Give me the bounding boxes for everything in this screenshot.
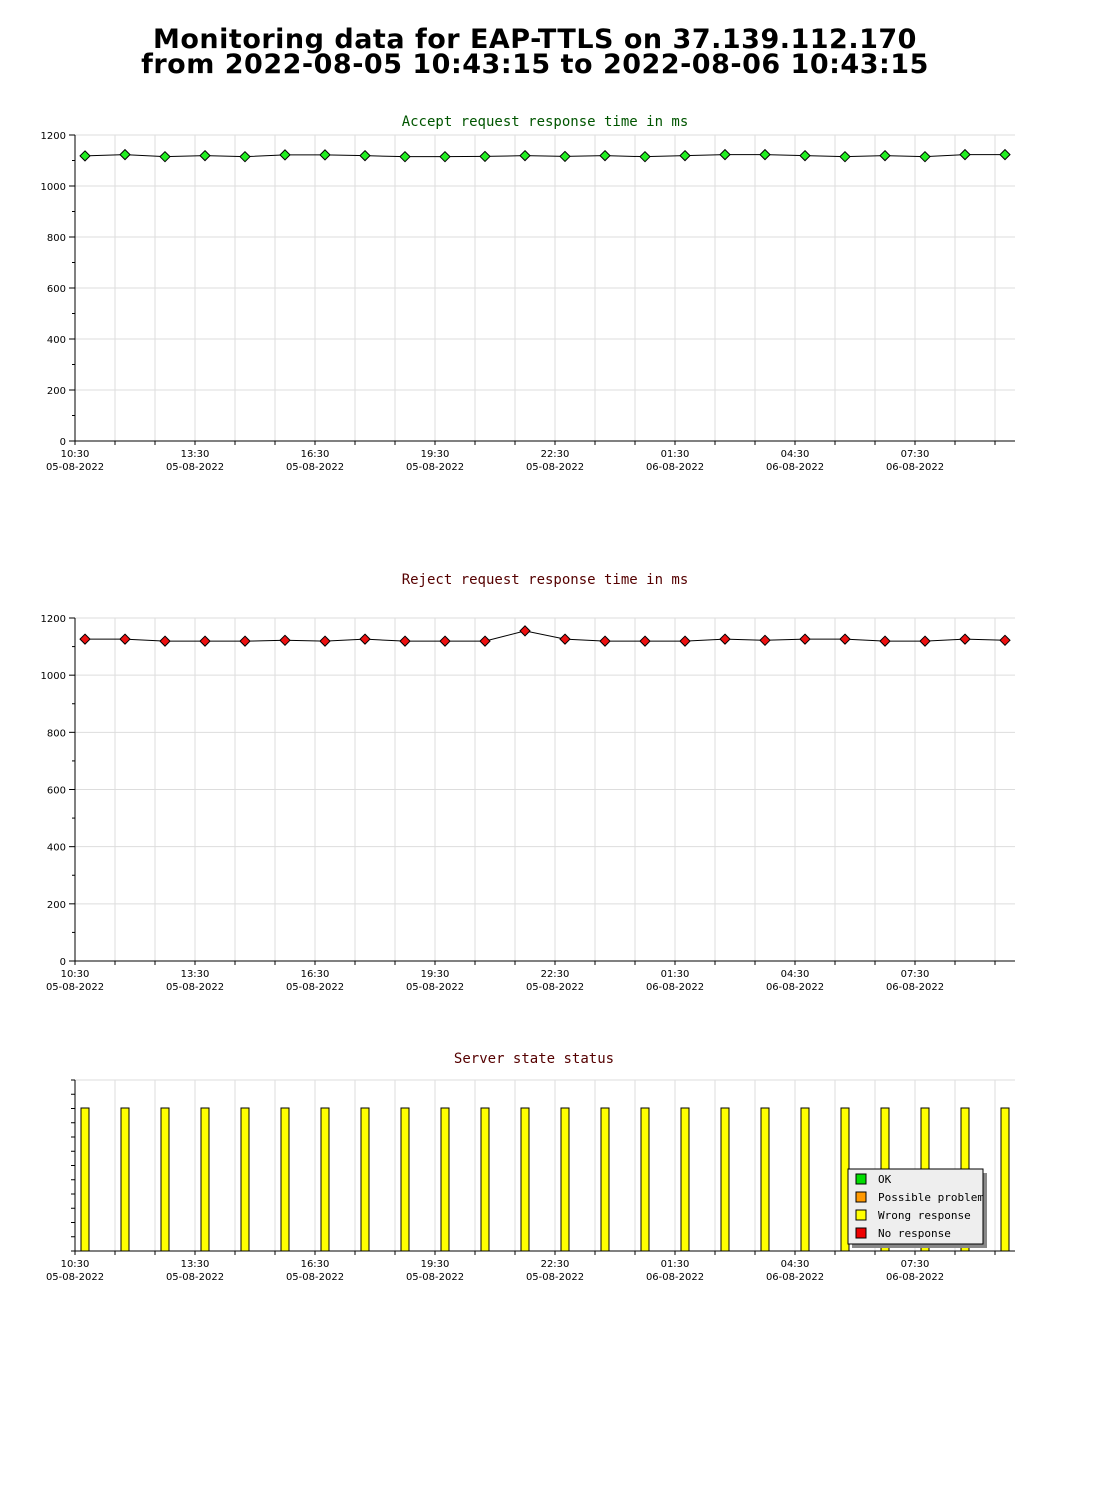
data-point: [1000, 150, 1010, 160]
legend-label: No response: [878, 1227, 951, 1240]
data-point: [400, 636, 410, 646]
data-point: [720, 634, 730, 644]
data-point: [640, 636, 650, 646]
legend-label: OK: [878, 1173, 892, 1186]
x-tick-label-date: 05-08-2022: [405, 462, 465, 473]
x-tick-label-time: 22:30: [540, 969, 570, 980]
data-point: [80, 151, 90, 161]
status-bar: [121, 1108, 129, 1251]
legend-swatch: [856, 1210, 866, 1220]
data-point: [880, 151, 890, 161]
data-point: [480, 151, 490, 161]
data-point: [600, 636, 610, 646]
data-point: [120, 634, 130, 644]
data-point: [880, 636, 890, 646]
x-tick-label-time: 04:30: [780, 449, 810, 460]
y-tick-label: 1200: [40, 614, 66, 625]
status-bar: [361, 1108, 369, 1251]
x-tick-label-time: 10:30: [60, 449, 90, 460]
data-point: [600, 151, 610, 161]
status-bar: [601, 1108, 609, 1251]
status-bar: [481, 1108, 489, 1251]
data-point: [960, 150, 970, 160]
status-bar: [281, 1108, 289, 1251]
status-bar: [401, 1108, 409, 1251]
data-point: [160, 636, 170, 646]
data-point: [960, 634, 970, 644]
data-point: [680, 636, 690, 646]
data-point: [80, 634, 90, 644]
page-title-line-1: Monitoring data for EAP-TTLS on 37.139.112.170: [153, 24, 917, 55]
chart-title: Accept request response time in ms: [401, 114, 689, 130]
x-tick-label-time: 01:30: [660, 969, 690, 980]
status-bar: [201, 1108, 209, 1251]
status-bar: [441, 1108, 449, 1251]
x-tick-label-time: 19:30: [420, 1259, 450, 1270]
legend-swatch: [856, 1174, 866, 1184]
x-tick-label-date: 05-08-2022: [525, 982, 585, 993]
y-tick-label: 0: [59, 957, 66, 968]
status-bar: [721, 1108, 729, 1251]
x-tick-label-time: 07:30: [900, 1259, 930, 1270]
data-point: [280, 635, 290, 645]
x-tick-label-time: 07:30: [900, 449, 930, 460]
data-point: [640, 152, 650, 162]
data-point: [720, 150, 730, 160]
x-tick-label-date: 05-08-2022: [45, 982, 105, 993]
x-tick-label-date: 06-08-2022: [765, 982, 825, 993]
legend-swatch: [856, 1228, 866, 1238]
chart-title: Server state status: [453, 1051, 615, 1067]
data-point: [520, 626, 530, 636]
data-point: [320, 636, 330, 646]
x-tick-label-date: 05-08-2022: [285, 982, 345, 993]
page-title-line-2: from 2022-08-05 10:43:15 to 2022-08-06 10:43:15: [141, 49, 929, 80]
data-point: [680, 151, 690, 161]
x-tick-label-date: 06-08-2022: [885, 982, 945, 993]
data-point: [480, 636, 490, 646]
x-tick-label-time: 10:30: [60, 969, 90, 980]
data-point: [360, 634, 370, 644]
data-point: [240, 152, 250, 162]
data-point: [760, 150, 770, 160]
status-bar: [161, 1108, 169, 1251]
status-bar: [641, 1108, 649, 1251]
x-tick-label-date: 06-08-2022: [645, 462, 705, 473]
status-bar: [81, 1108, 89, 1251]
series-line: [85, 155, 1005, 157]
x-tick-label-time: 04:30: [780, 1259, 810, 1270]
y-tick-label: 400: [46, 842, 66, 854]
data-point: [360, 151, 370, 161]
status-bar: [241, 1108, 249, 1251]
x-tick-label-time: 13:30: [180, 969, 210, 980]
data-point: [760, 635, 770, 645]
x-tick-label-date: 05-08-2022: [165, 462, 225, 473]
data-point: [840, 152, 850, 162]
status-bar: [761, 1108, 769, 1251]
data-point: [560, 151, 570, 161]
x-tick-label-date: 05-08-2022: [525, 1272, 585, 1283]
x-tick-label-date: 06-08-2022: [885, 1272, 945, 1283]
data-point: [800, 634, 810, 644]
status-bar: [801, 1108, 809, 1251]
status-bar: [681, 1108, 689, 1251]
data-point: [120, 150, 130, 160]
y-tick-label: 1000: [40, 671, 66, 683]
x-tick-label-date: 05-08-2022: [285, 462, 345, 473]
y-tick-label: 600: [46, 284, 66, 295]
y-tick-label: 800: [46, 728, 66, 740]
x-tick-label-date: 06-08-2022: [765, 462, 825, 473]
data-point: [800, 151, 810, 161]
x-tick-label-time: 19:30: [420, 449, 450, 460]
x-tick-label-date: 05-08-2022: [45, 462, 105, 473]
x-tick-label-time: 07:30: [900, 969, 930, 980]
y-tick-label: 0: [59, 437, 66, 448]
x-tick-label-time: 01:30: [660, 1259, 690, 1270]
y-tick-label: 200: [46, 386, 66, 397]
legend-swatch: [856, 1192, 866, 1202]
x-tick-label-date: 05-08-2022: [405, 1272, 465, 1283]
x-tick-label-time: 16:30: [300, 969, 330, 980]
x-tick-label-date: 05-08-2022: [165, 1272, 225, 1283]
y-tick-label: 1200: [40, 131, 66, 142]
data-point: [440, 152, 450, 162]
legend-label: Possible problem: [878, 1191, 984, 1204]
x-tick-label-time: 10:30: [60, 1259, 90, 1270]
x-tick-label-date: 05-08-2022: [525, 462, 585, 473]
y-tick-label: 400: [46, 335, 66, 346]
x-tick-label-time: 22:30: [540, 1259, 570, 1270]
x-tick-label-date: 05-08-2022: [165, 982, 225, 993]
x-tick-label-time: 19:30: [420, 969, 450, 980]
y-tick-label: 1000: [40, 182, 66, 193]
data-point: [840, 634, 850, 644]
status-bar: [561, 1108, 569, 1251]
data-point: [200, 636, 210, 646]
x-tick-label-date: 06-08-2022: [645, 1272, 705, 1283]
x-tick-label-time: 01:30: [660, 449, 690, 460]
y-tick-label: 800: [46, 233, 66, 244]
data-point: [320, 150, 330, 160]
y-tick-label: 600: [46, 785, 66, 797]
x-tick-label-date: 05-08-2022: [45, 1272, 105, 1283]
data-point: [400, 152, 410, 162]
data-point: [560, 634, 570, 644]
x-tick-label-date: 06-08-2022: [885, 462, 945, 473]
status-bar: [521, 1108, 529, 1251]
data-point: [1000, 635, 1010, 645]
x-tick-label-time: 22:30: [540, 449, 570, 460]
data-point: [280, 150, 290, 160]
legend-label: Wrong response: [878, 1209, 971, 1222]
data-point: [440, 636, 450, 646]
x-tick-label-time: 13:30: [180, 449, 210, 460]
data-point: [240, 636, 250, 646]
x-tick-label-date: 06-08-2022: [645, 982, 705, 993]
x-tick-label-date: 06-08-2022: [765, 1272, 825, 1283]
data-point: [160, 152, 170, 162]
chart-title: Reject request response time in ms: [401, 572, 689, 588]
x-tick-label-time: 04:30: [780, 969, 810, 980]
data-point: [920, 152, 930, 162]
x-tick-label-date: 05-08-2022: [405, 982, 465, 993]
data-point: [200, 151, 210, 161]
x-tick-label-date: 05-08-2022: [285, 1272, 345, 1283]
series-line: [85, 631, 1005, 641]
x-tick-label-time: 16:30: [300, 1259, 330, 1270]
x-tick-label-time: 16:30: [300, 449, 330, 460]
y-tick-label: 200: [46, 899, 66, 911]
status-bar: [1001, 1108, 1009, 1251]
data-point: [520, 151, 530, 161]
x-tick-label-time: 13:30: [180, 1259, 210, 1270]
data-point: [920, 636, 930, 646]
status-bar: [321, 1108, 329, 1251]
